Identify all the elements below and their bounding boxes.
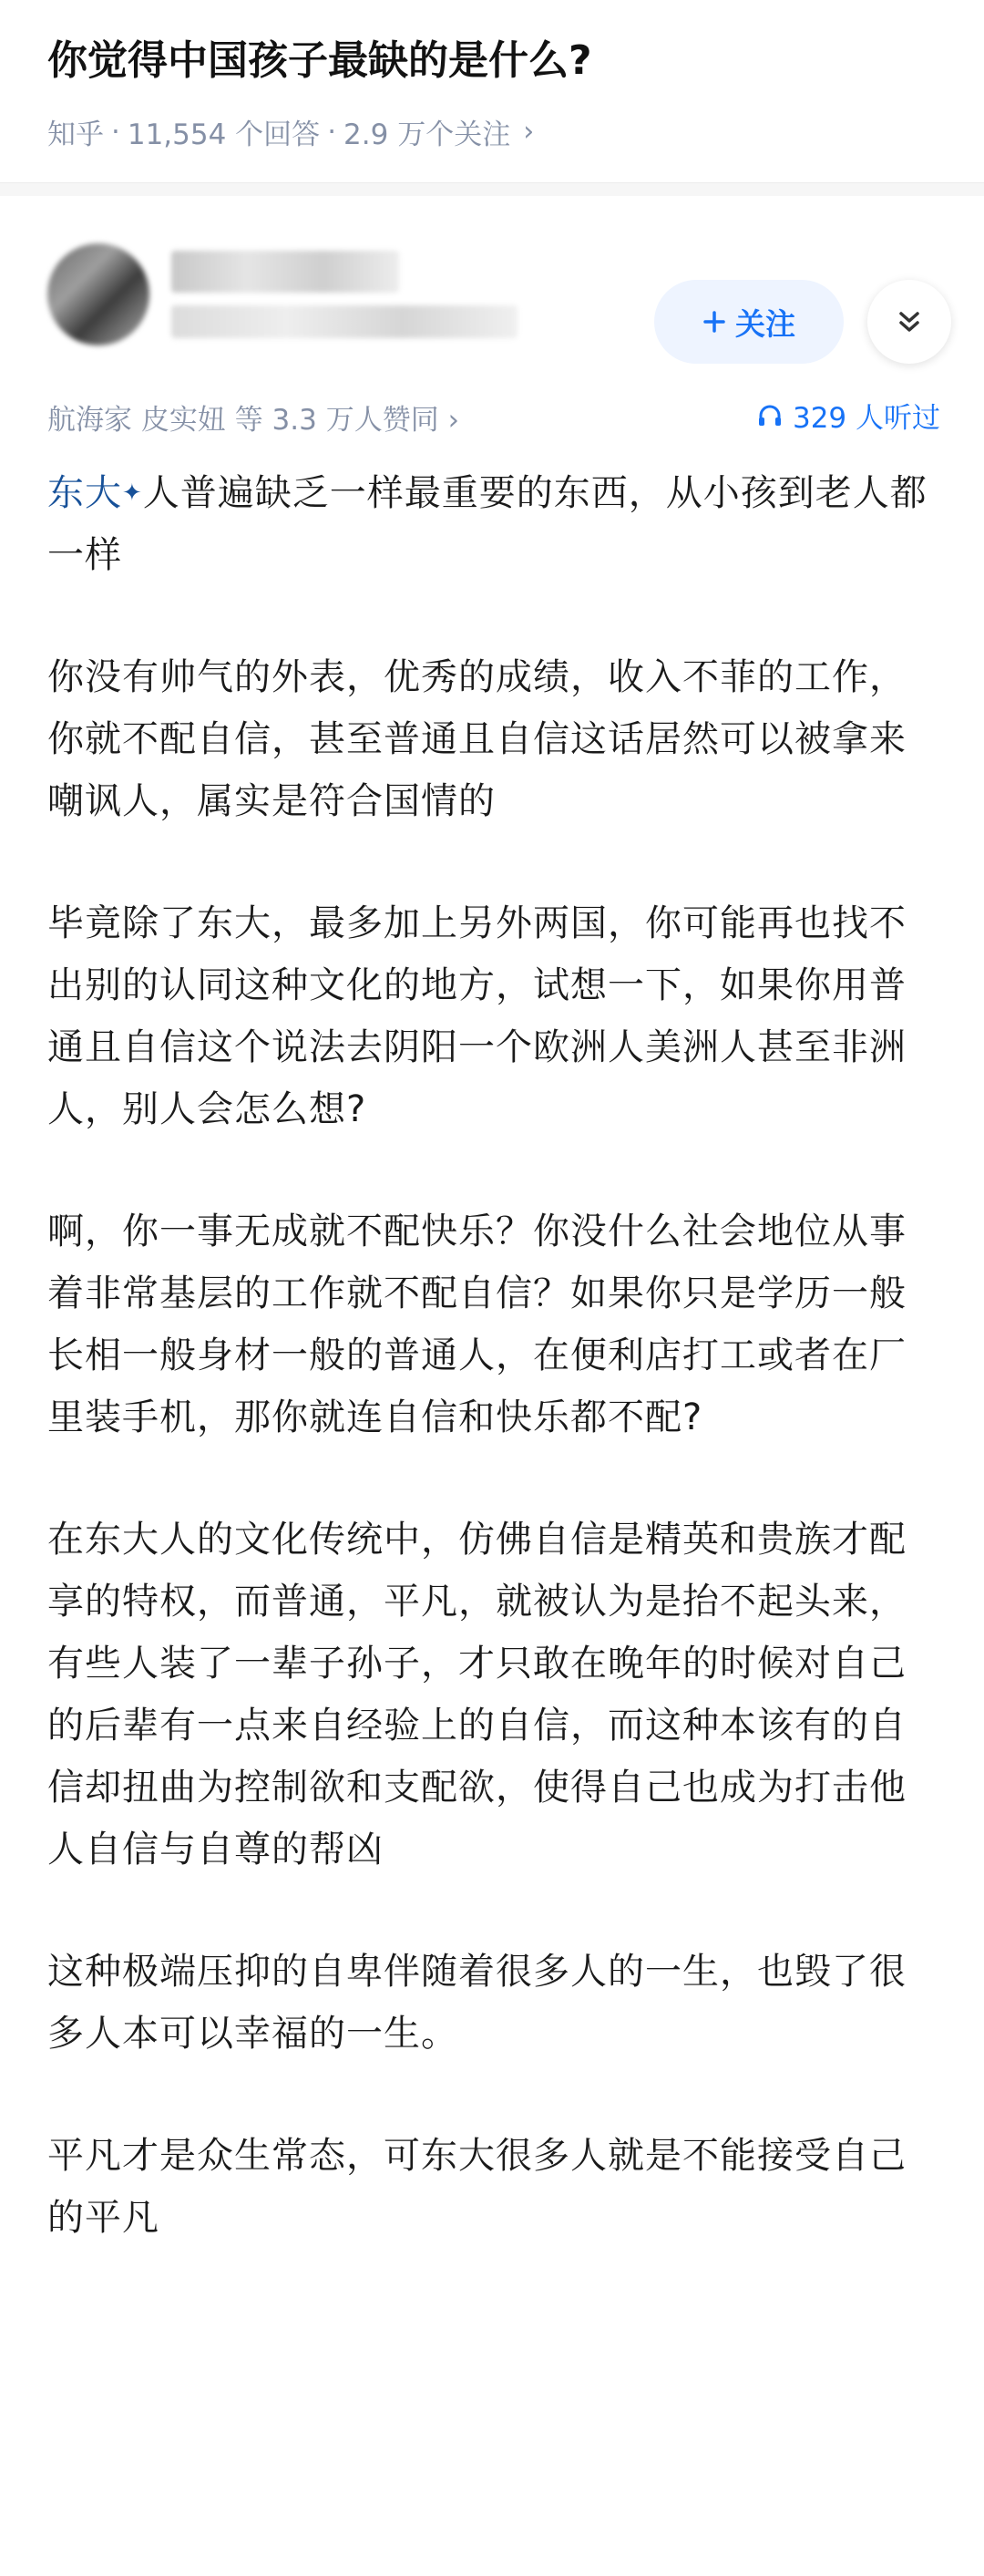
paragraph-5: 在东大人的文化传统中，仿佛自信是精英和贵族才配享的特权，而普通，平凡，就被认为是抬不起头来，有些人装了一辈子孙子，才只敢在晚年的时候对自己的后辈有一点来自经验上的自信，而这种本该有的自信却扭曲为控制欲和支配欲，使得自己也成为打击他人自信与自尊的帮凶 [47, 1519, 907, 1870]
listen-label: 329 人听过 [792, 402, 940, 435]
answer-content [0, 462, 984, 2249]
expand-button[interactable] [867, 280, 951, 364]
paragraph-7: 平凡才是众生常态，可东大很多人就是不能接受自己的平凡 [47, 2135, 907, 2239]
question-meta[interactable] [47, 111, 937, 152]
author-row [0, 196, 984, 369]
paragraph-6: 这种极端压抑的自卑伴随着很多人的一生，也毁了很多人本可以幸福的一生。 [47, 1951, 907, 2055]
likers-summary[interactable]: 航海家 皮实妞 等 3.3 万人赞同 › [47, 404, 459, 437]
follower-count: 2.9 万个关注 [343, 118, 511, 151]
paragraph-2: 你没有帅气的外表，优秀的成绩，收入不菲的工作，你就不配自信，甚至普通且自信这话居然可以被拿来嘲讽人，属实是符合国情的 [47, 656, 907, 822]
author-bio-blurred [171, 305, 518, 338]
follow-label: 关注 [735, 305, 795, 342]
meta-separator: · [111, 115, 120, 149]
paragraph-4: 啊，你一事无成就不配快乐？你没什么社会地位从事着非常基层的工作就不配自信？如果你只是学历一般长相一般身材一般的普通人，在便利店打工或者在厂里装手机，那你就连自信和快乐都不配? [47, 1211, 907, 1438]
double-chevron-down-icon [894, 306, 925, 337]
chevron-right-icon: › [523, 116, 535, 148]
section-divider [0, 182, 984, 196]
paragraph-1 [47, 462, 938, 586]
question-header [0, 0, 984, 182]
author-name-blurred[interactable] [171, 251, 399, 293]
question-title[interactable]: 你觉得中国孩子最缺的是什么? [47, 37, 592, 84]
avatar[interactable] [47, 243, 149, 345]
headphones-icon [756, 402, 784, 429]
paragraph-1-text: 人普遍缺乏一样最重要的东西，从小孩到老人都一样 [47, 472, 928, 576]
keyword-link[interactable]: 东大 [47, 472, 122, 514]
listen-count[interactable] [756, 395, 940, 436]
answer-count: 11,554 个回答 [127, 118, 321, 151]
paragraph-3: 毕竟除了东大，最多加上另外两国，你可能再也找不出别的认同这种文化的地方，试想一下，如果你用普通且自信这个说法去阴阳一个欧洲人美洲人甚至非洲人，别人会怎么想? [47, 902, 907, 1130]
sparkle-icon: ✦ [122, 479, 143, 507]
plus-icon [702, 310, 726, 334]
follow-button[interactable] [654, 280, 844, 364]
meta-separator: · [327, 115, 337, 149]
source-label: 知乎 [47, 118, 104, 151]
answer-stats [0, 369, 984, 459]
